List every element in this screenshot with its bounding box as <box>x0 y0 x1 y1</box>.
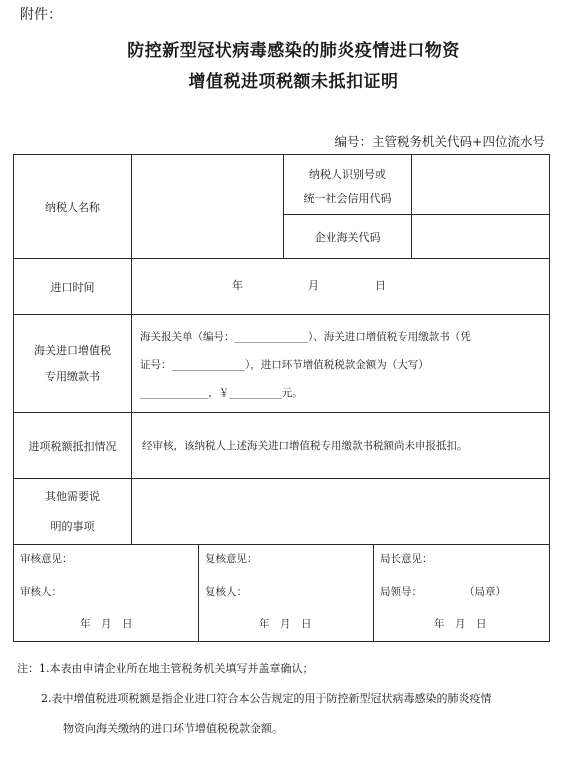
deduction-status-text: 经审核，该纳税人上述海关进口增值税专用缴款书税额尚未申报抵扣。 <box>132 413 550 479</box>
director-date: 年 月 日 <box>434 618 487 630</box>
taxpayer-name-value[interactable] <box>132 155 284 259</box>
bureau-leader-label: 局领导： <box>380 586 422 598</box>
import-day-unit: 日 <box>375 278 386 292</box>
reviewer-label: 审核人： <box>20 586 62 598</box>
note-line-2: 2.表中增值税进项税额是指企业进口符合本公告规定的用于防控新型冠状病毒感染的肺炎疫情 <box>41 692 492 705</box>
note-line-3: 物资向海关缴纳的进口环节增值税税款金额。 <box>63 722 283 735</box>
note-line-1: 注：1.本表由申请企业所在地主管税务机关填写并盖章确认； <box>17 662 314 675</box>
rechecker-label: 复核人： <box>205 586 247 598</box>
import-time-value[interactable] <box>132 259 550 315</box>
customs-code-label: 企业海关代码 <box>284 215 412 259</box>
page-title-line1: 防控新型冠状病毒感染的肺炎疫情进口物资 <box>127 41 460 61</box>
import-month-unit: 月 <box>308 278 319 292</box>
director-section <box>374 545 550 641</box>
customs-code-value[interactable] <box>412 215 550 259</box>
import-year-unit: 年 <box>232 278 243 292</box>
recheck-opinion-label: 复核意见： <box>205 553 258 565</box>
review-section <box>14 545 199 641</box>
certificate-form-table <box>13 154 550 642</box>
notes-section <box>17 654 492 744</box>
taxpayer-name-label: 纳税人名称 <box>14 155 132 259</box>
serial-number-label: 编号：主管税务机关代码+四位流水号 <box>334 134 545 149</box>
attachment-label: 附件： <box>20 7 62 23</box>
other-matters-value[interactable] <box>132 479 550 545</box>
recheck-date: 年 月 日 <box>259 618 312 630</box>
recheck-section <box>199 545 374 641</box>
review-opinion-label: 审核意见： <box>20 553 73 565</box>
customs-payment-text: 海关报关单（编号：______________）、海关进口增值税专用缴款书（凭 证号：______________），进口环节增值税税款金额为（大写） _____________，￥__________元。 <box>132 315 550 413</box>
bureau-seal-label: （局章） <box>464 586 506 598</box>
director-opinion-label: 局长意见： <box>380 553 433 565</box>
customs-payment-label: 海关进口增值税 专用缴款书 <box>14 315 132 413</box>
deduction-status-label: 进项税额抵扣情况 <box>14 413 132 479</box>
tax-id-label: 纳税人识别号或 统一社会信用代码 <box>284 155 412 215</box>
tax-id-value[interactable] <box>412 155 550 215</box>
review-date: 年 月 日 <box>80 618 133 630</box>
import-time-label: 进口时间 <box>14 259 132 315</box>
page-title-line2: 增值税进项税额未抵扣证明 <box>188 72 399 92</box>
other-matters-label: 其他需要说 明的事项 <box>14 479 132 545</box>
